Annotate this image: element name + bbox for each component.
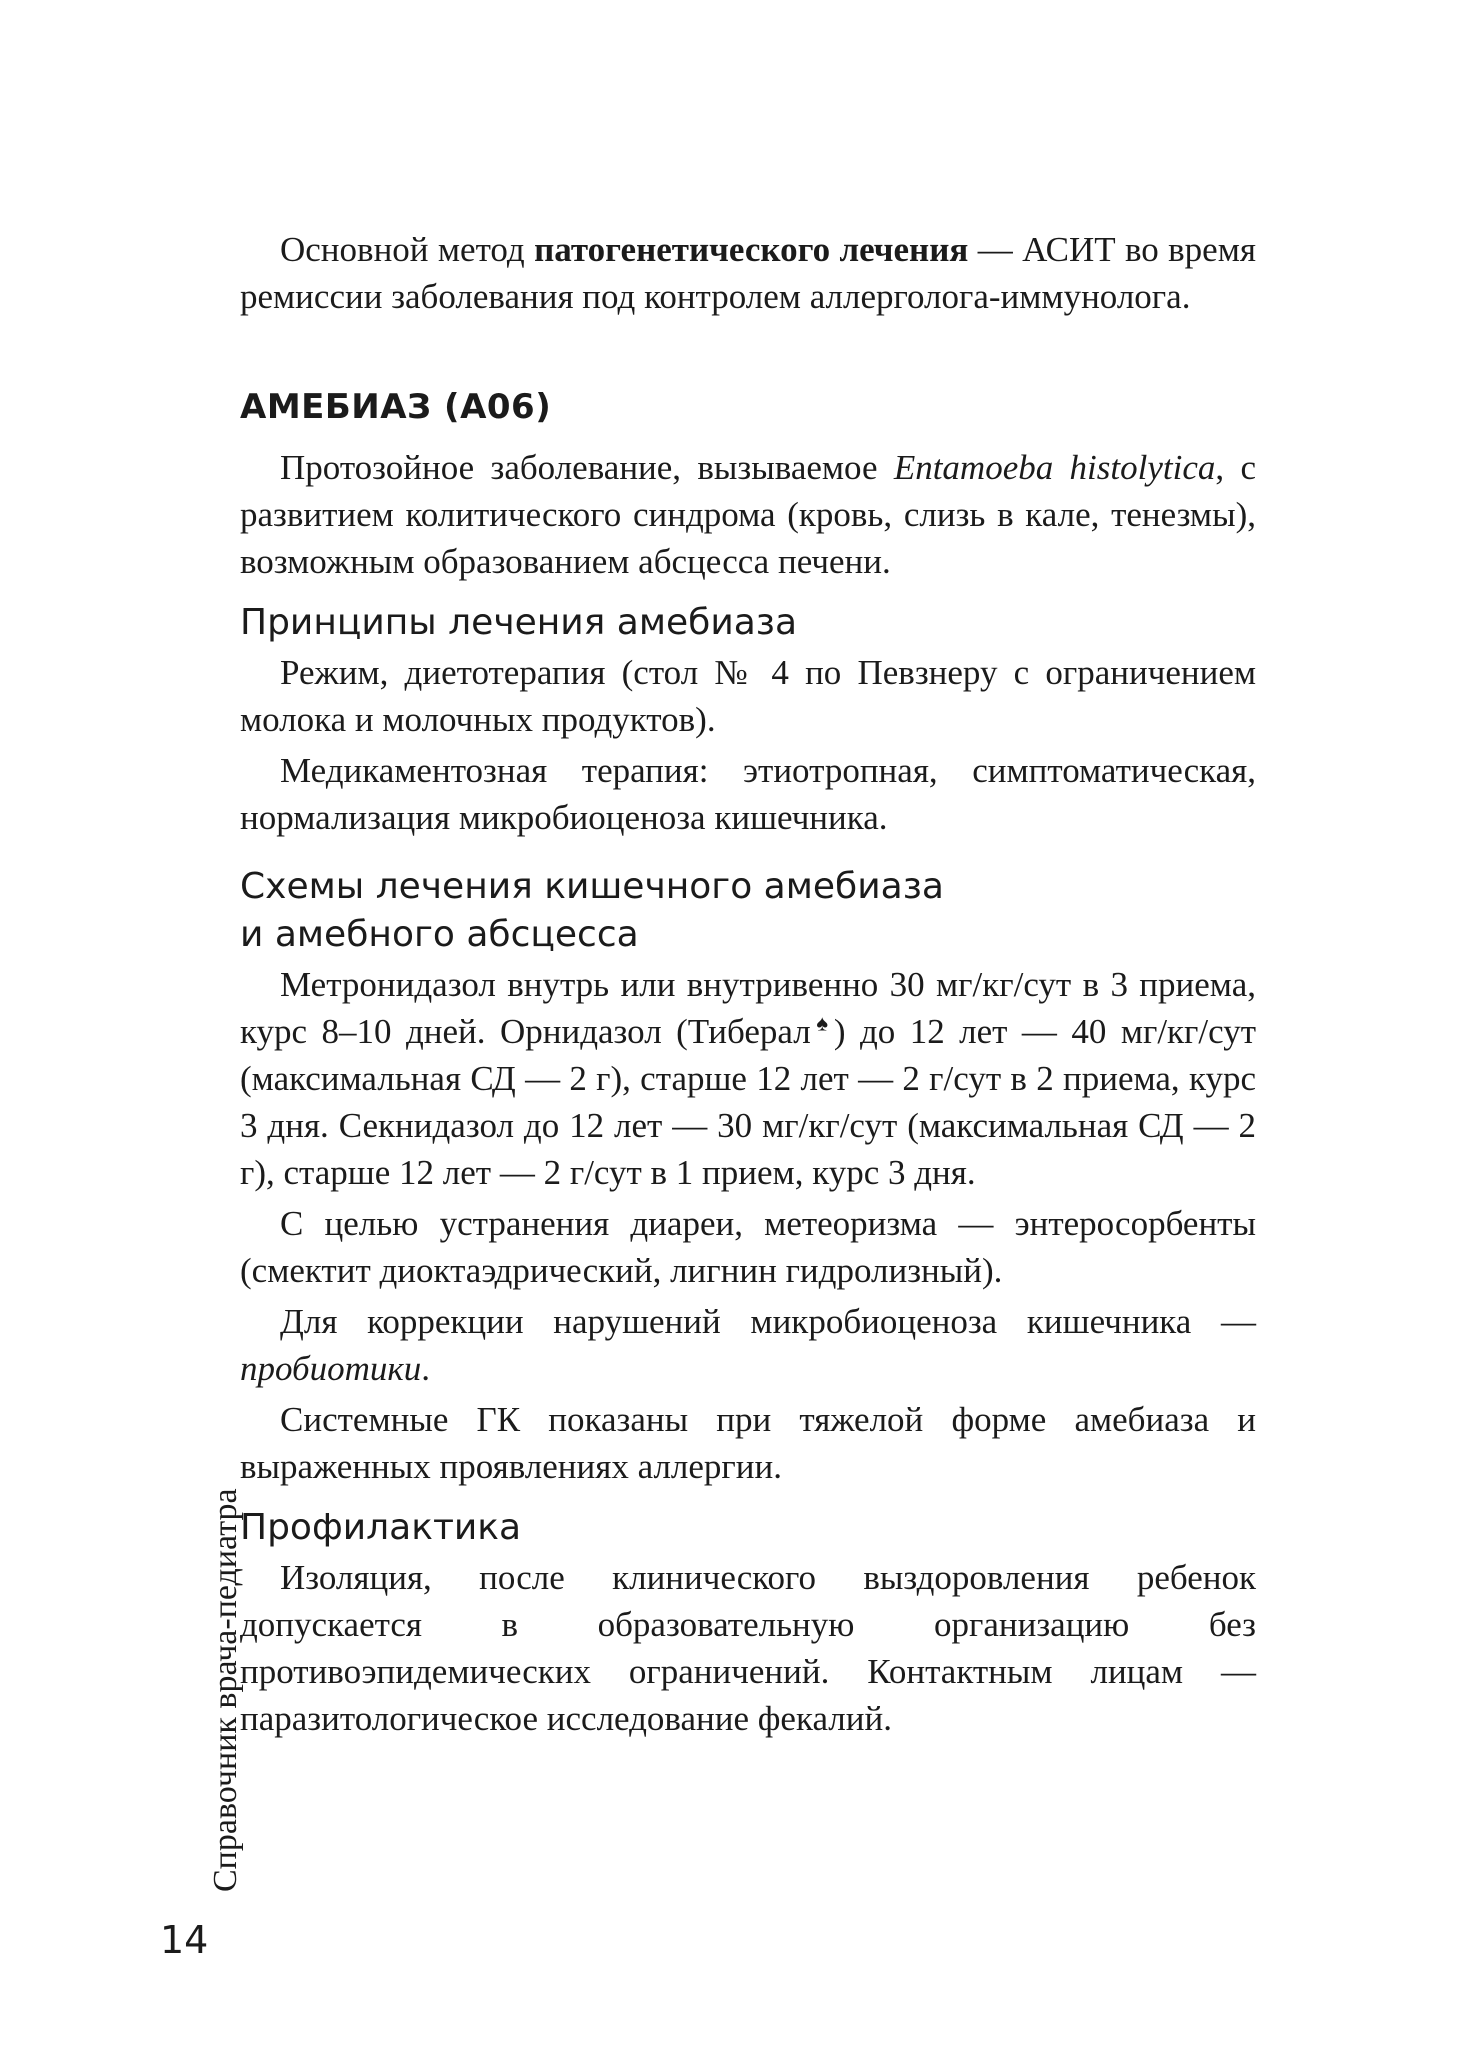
text: Метронидазол внутрь или внутривенно 30 мг/кг/сут в 3 приема, курс 8–10 дней. Орнидазол (Тиберал [240,965,1256,1051]
bold-term: патогенетического лечения [534,230,969,269]
italic-term: пробиотики [240,1349,422,1388]
page-content [240,226,1256,1742]
section-title: АМЕБИАЗ (А06) [240,387,552,427]
prevention-paragraph: Изоляция, после клинического выздоровления ребенок допускается в образовательную организацию без противоэпидемических ограничений. Контактным лицам — паразитологическое исследование фекалий. [240,1558,1256,1738]
schemes-paragraph-2: С целью устранения диареи, метеоризма — энтеросорбенты (смектит диоктаэдрический, лигнин гидролизный). [240,1204,1256,1290]
subheading-principles: Принципы лечения амебиаза [240,602,797,643]
trademark-mark: ♠ [810,1010,834,1036]
schemes-paragraph-4: Системные ГК показаны при тяжелой форме амебиаза и выраженных проявлениях аллергии. [240,1400,1256,1486]
text: , с развитием колитического синдрома (кровь, слизь в кале, тенезмы), возможным образованием абсцесса печени. [240,448,1256,581]
text: Протозойное заболевание, вызываемое [280,448,894,487]
text: ) до 12 лет — 40 мг/кг/сут (максимальная СД — 2 г), старше 12 лет — 2 г/сут в 2 приема, курс 3 дня. Секнидазол до 12 лет — 30 мг/кг/сут (максимальная СД — 2 г), старше 12 лет — 2 г/сут в 1 прием, курс 3 дня. [240,1012,1257,1192]
subheading-prevention: Профилактика [240,1507,522,1548]
text: . [421,1349,431,1388]
principles-paragraph-2: Медикаментозная терапия: этиотропная, симптоматическая, нормализация микробиоценоза кишечника. [240,751,1256,837]
definition-paragraph [240,444,1256,585]
intro-paragraph [240,226,1256,320]
running-title: Справочник врача-педиатра [207,1488,244,1892]
subheading-schemes [240,863,1256,959]
schemes-paragraph-3 [240,1298,1256,1392]
text: — АСИТ во время ремиссии заболевания под контролем аллерголога-иммунолога. [240,230,1256,316]
text: Основной метод [280,230,535,269]
subheading-line-2: и амебного абсцесса [240,914,639,955]
pathogen-name: Entamoeba histolytica [893,448,1216,487]
page-number: 14 [160,1918,209,1962]
principles-paragraph-1: Режим, диетотерапия (стол № 4 по Певзнеру с ограничением молока и молочных продуктов). [240,653,1256,739]
schemes-paragraph-1 [240,961,1256,1196]
subheading-line-1: Схемы лечения кишечного амебиаза [240,866,944,907]
text: Для коррекции нарушений микробиоценоза кишечника — [280,1302,1256,1341]
